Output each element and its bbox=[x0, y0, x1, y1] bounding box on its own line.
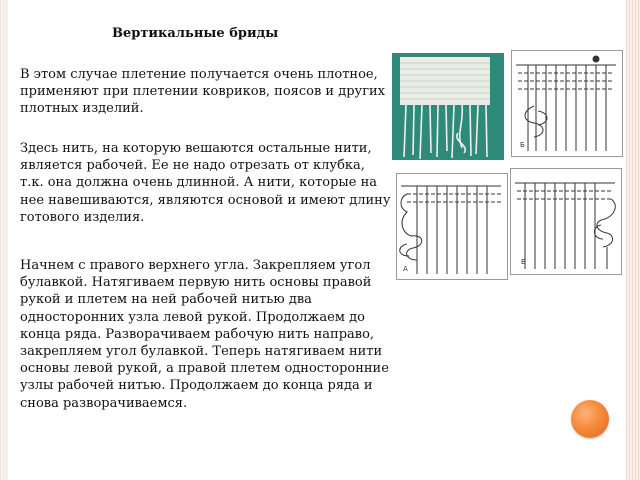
diagram-b bbox=[511, 50, 623, 157]
paragraph-working-thread: Здесь нить, на которую вешаются остальные нити, является рабочей. Ее не надо отрезать от клубка, т.к. она должна очень длинной. А нити, которые на нее навешиваются, являются основой и имеют длину готового изделия. bbox=[20, 141, 391, 225]
diagram-v-label: В bbox=[521, 258, 526, 266]
orange-circle-decoration bbox=[571, 400, 609, 438]
diagram-a bbox=[396, 173, 508, 280]
weaving-sample-photo bbox=[392, 53, 504, 160]
page-title: Вертикальные бриды bbox=[112, 26, 279, 41]
left-decorative-stripe bbox=[0, 0, 8, 480]
paragraph-instructions: Начнем с правого верхнего угла. Закрепляем угол булавкой. Натягиваем первую нить основы правой рукой и плетем на ней рабочей нитью два односторонних узла левой рукой. Продолжаем до конца ряда. Разворачиваем рабочую нить направо, закрепляем угол булавкой. Теперь натягиваем нити основы левой рукой, а правой плетем односторонние узлы рабочей нитью. Продолжаем до конца ряда и снова разворачиваемся. bbox=[20, 258, 389, 411]
right-decorative-stripe bbox=[626, 0, 640, 480]
paragraph-intro: В этом случае плетение получается очень плотное, применяют при плетении ковриков, поясов и других плотных изделий. bbox=[20, 67, 385, 117]
diagram-a-label: А bbox=[403, 265, 408, 273]
diagram-v bbox=[510, 168, 622, 275]
diagram-b-label: Б bbox=[520, 141, 525, 149]
